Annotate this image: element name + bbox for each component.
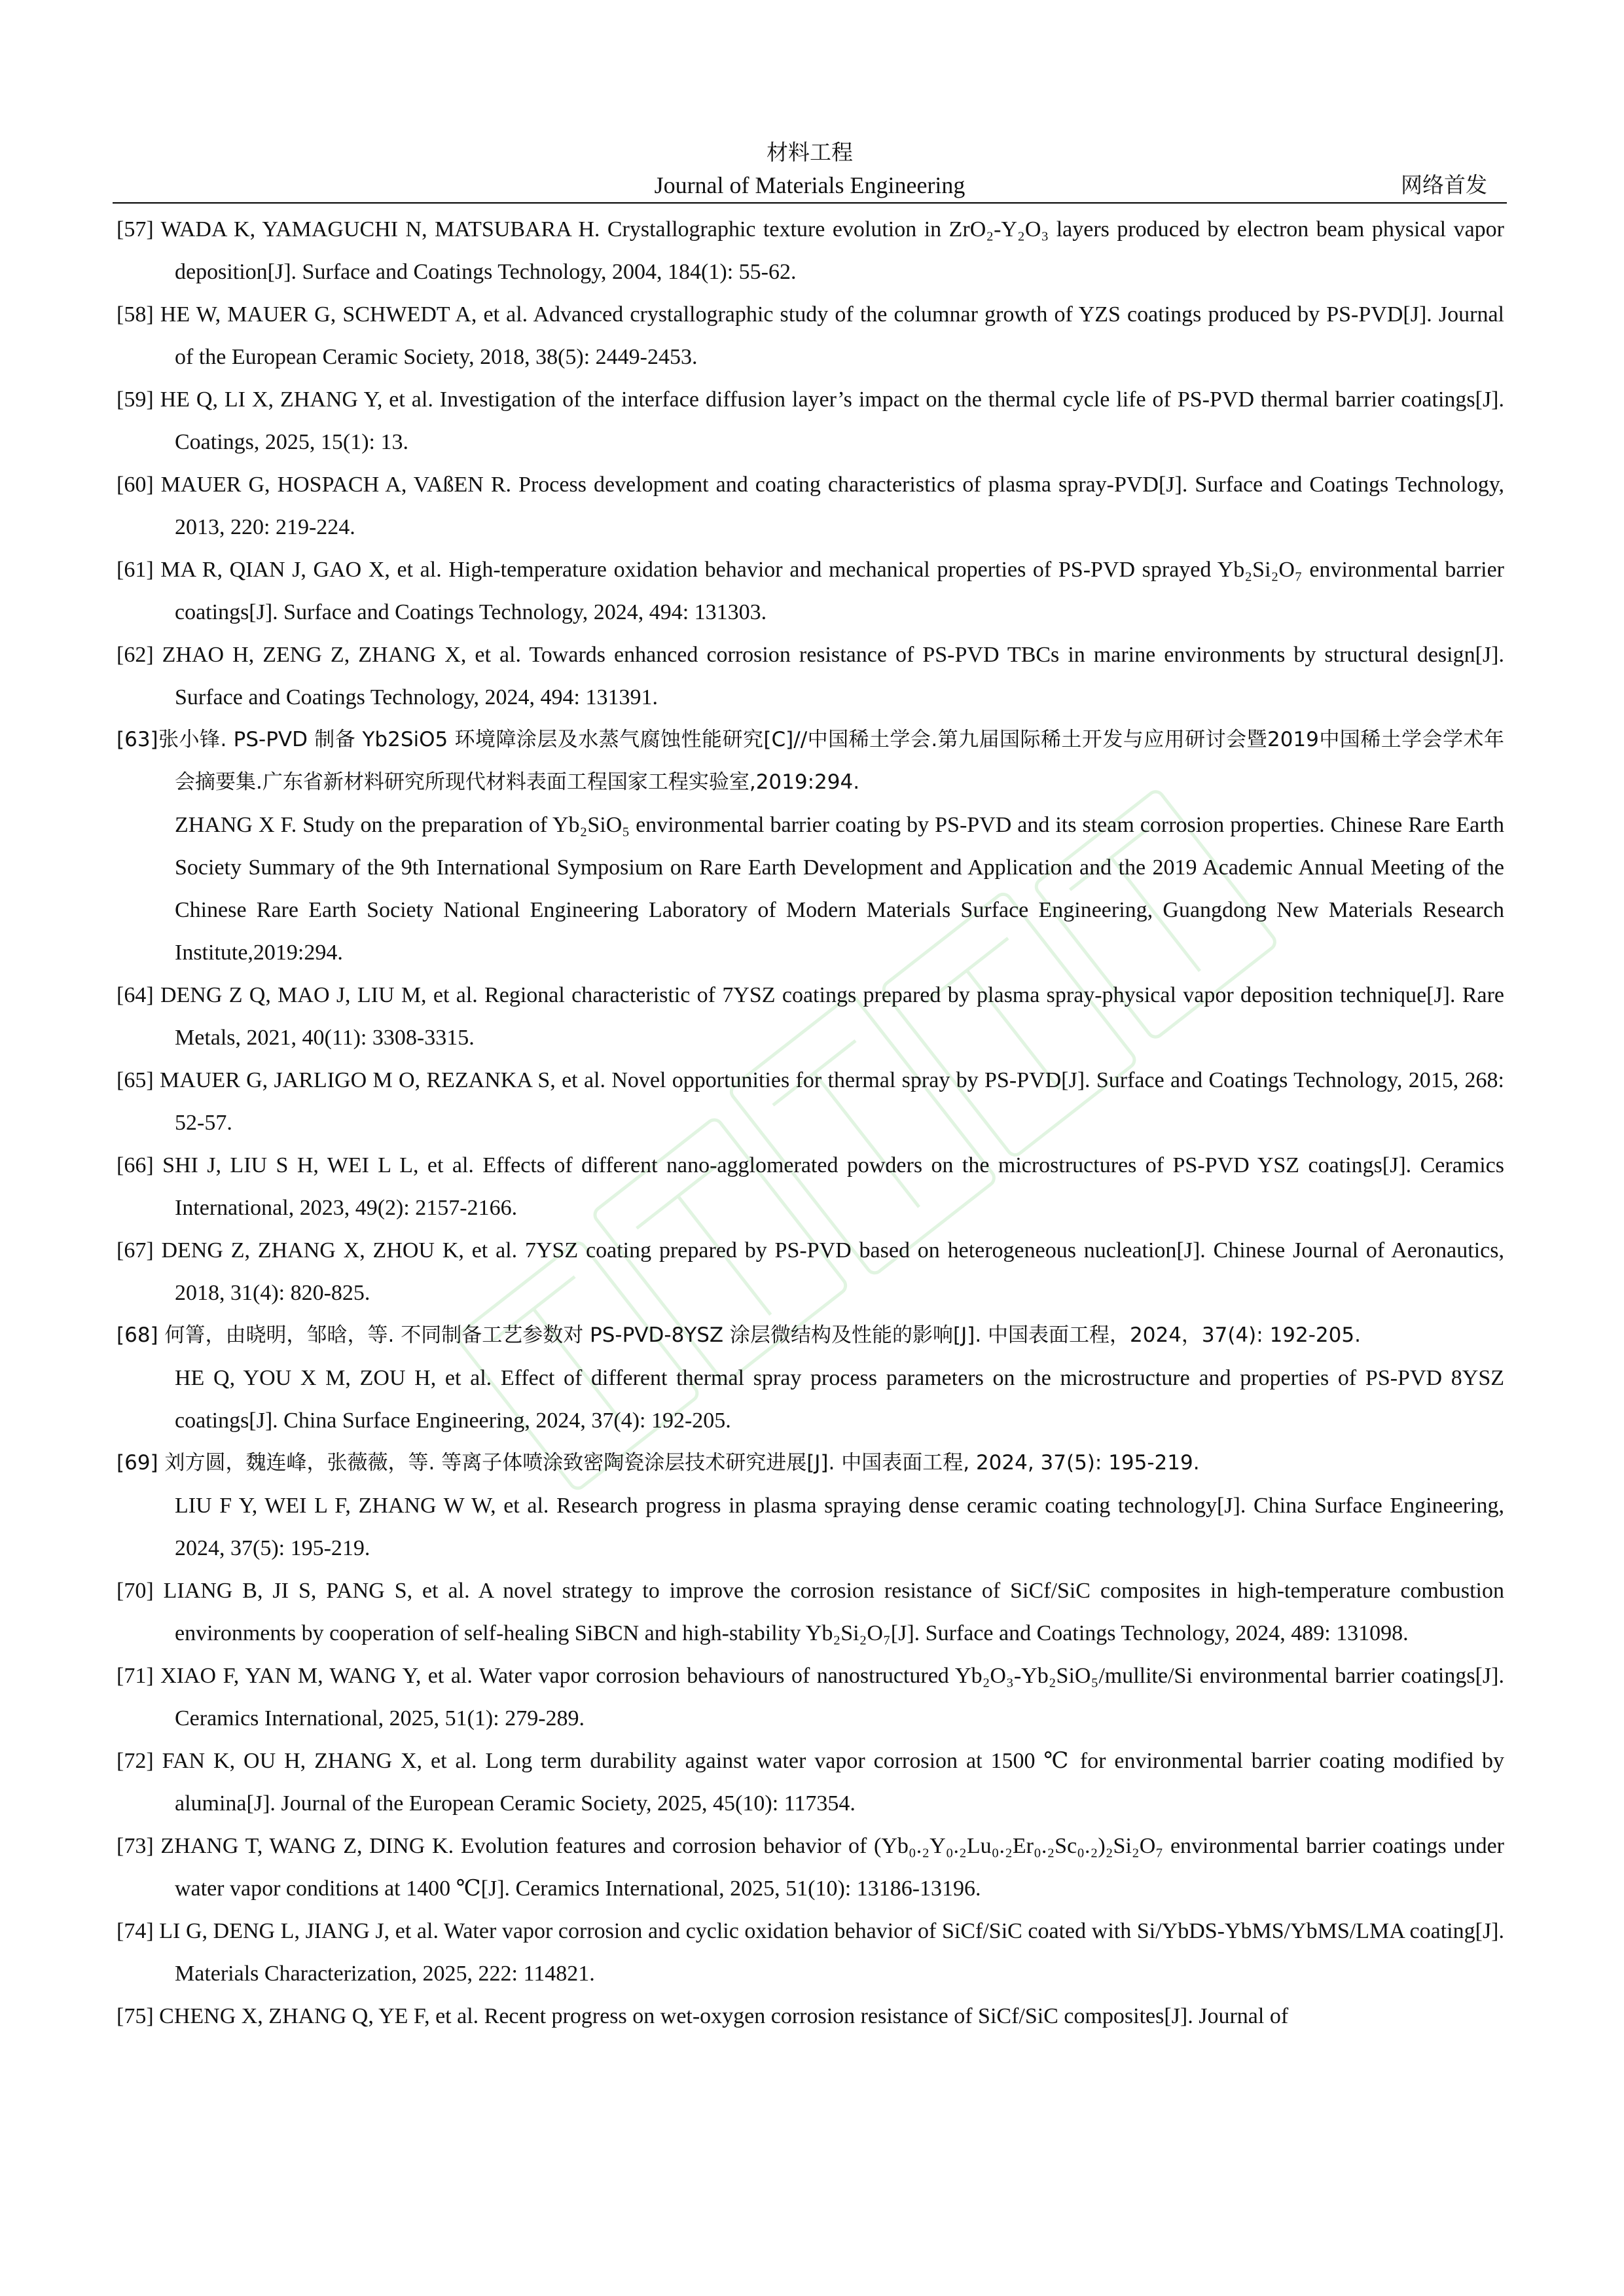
reference-item: [117, 1314, 1504, 1442]
reference-text: [74] LI G, DENG L, JIANG J, et al. Water vapor corrosion and cyclic oxidation behavior of SiCf/SiC coated with Si/YbDS-YbMS/YbMS/LMA coating[J]. Materials Characterization, 2025, 222: 114821.: [117, 1919, 1504, 1986]
reference-item: [117, 1825, 1504, 1910]
reference-item: [117, 1655, 1504, 1740]
reference-item: [117, 463, 1504, 548]
reference-text: [63]张小锋. PS-PVD 制备 Yb2SiO5 环境障涂层及水蒸气腐蚀性能研究[C]//中国稀土学会.第九届国际稀土开发与应用研讨会暨2019中国稀土学会学术年会摘要集.广东省新材料研究所现代材料表面工程国家工程实验室,2019:294.: [117, 728, 1504, 794]
reference-translation: HE Q, YOU X M, ZOU H, et al. Effect of different thermal spray process parameters on the microstructure and properties of PS-PVD 8YSZ coatings[J]. China Surface Engineering, 2024, 37(4): 192-205.: [175, 1366, 1504, 1433]
reference-item: [117, 1910, 1504, 1995]
reference-text: [58] HE W, MAUER G, SCHWEDT A, et al. Advanced crystallographic study of the columnar growth of YZS coatings produced by PS-PVD[J]. Journal of the European Ceramic Society, 2018, 38(5): 2449-2453.: [117, 302, 1504, 369]
reference-text: [59] HE Q, LI X, ZHANG Y, et al. Investigation of the interface diffusion layer’s impact on the thermal cycle life of PS-PVD thermal barrier coatings[J]. Coatings, 2025, 15(1): 13.: [117, 387, 1504, 454]
journal-title-en: Journal of Materials Engineering: [654, 172, 965, 198]
reference-text: [62] ZHAO H, ZENG Z, ZHANG X, et al. Towards enhanced corrosion resistance of PS-PVD TBCs in marine environments by structural design[J]. Surface and Coatings Technology, 2024, 494: 131391.: [117, 643, 1504, 709]
reference-text: [73] ZHANG T, WANG Z, DING K. Evolution features and corrosion behavior of (Yb₀.₂Y₀.₂Lu₀.₂Er₀.₂Sc₀.₂)₂Si₂O₇ environmental barrier coatings under water vapor conditions at 1400 ℃[J]. Ceramics International, 2025, 51(10): 13186-13196.: [117, 1834, 1504, 1901]
reference-text: [60] MAUER G, HOSPACH A, VAßEN R. Process development and coating characteristics of plasma spray-PVD[J]. Surface and Coatings Technology, 2013, 220: 219-224.: [117, 473, 1504, 539]
reference-item: [117, 719, 1504, 974]
reference-text: [61] MA R, QIAN J, GAO X, et al. High-temperature oxidation behavior and mechanical properties of PS-PVD sprayed Yb₂Si₂O₇ environmental barrier coatings[J]. Surface and Coatings Technology, 2024, 494: 131303.: [117, 558, 1504, 624]
reference-translation: LIU F Y, WEI L F, ZHANG W W, et al. Research progress in plasma spraying dense ceramic coating technology[J]. China Surface Engineering, 2024, 37(5): 195-219.: [175, 1494, 1504, 1560]
reference-item: [117, 1570, 1504, 1655]
reference-text: [70] LIANG B, JI S, PANG S, et al. A novel strategy to improve the corrosion resistance of SiCf/SiC composites in high-temperature combustion environments by cooperation of self-healing SiBCN and high-stability Yb₂Si₂O₇[J]. Surface and Coatings Technology, 2024, 489: 131098.: [117, 1579, 1504, 1645]
reference-text: [67] DENG Z, ZHANG X, ZHOU K, et al. 7YSZ coating prepared by PS-PVD based on heterogeneous nucleation[J]. Chinese Journal of Aeronautics, 2018, 31(4): 820-825.: [117, 1238, 1504, 1305]
reference-text: [72] FAN K, OU H, ZHANG X, et al. Long term durability against water vapor corrosion at 1500 ℃ for environmental barrier coating modified by alumina[J]. Journal of the European Ceramic Society, 2025, 45(10): 117354.: [117, 1749, 1504, 1816]
reference-translation: ZHANG X F. Study on the preparation of Yb₂SiO₅ environmental barrier coating by PS-PVD and its steam corrosion properties. Chinese Rare Earth Society Summary of the 9th International Symposium on Rare Earth Development and Application and the 2019 Academic Annual Meeting of the Chinese Rare Earth Society National Engineering Laboratory of Modern Materials Surface Engineering, Guangdong New Materials Research Institute,2019:294.: [175, 813, 1504, 965]
page-header: [113, 134, 1507, 204]
reference-text: [75] CHENG X, ZHANG Q, YE F, et al. Recent progress on wet-oxygen corrosion resistance of SiCf/SiC composites[J]. Journal of: [117, 2004, 1289, 2028]
reference-item: [117, 293, 1504, 378]
reference-item: [117, 1229, 1504, 1314]
reference-item: [117, 1442, 1504, 1570]
reference-text: [69] 刘方圆，魏连峰，张薇薇，等. 等离子体喷涂致密陶瓷涂层技术研究进展[J]. 中国表面工程, 2024, 37(5): 195-219.: [117, 1451, 1200, 1475]
reference-item: [117, 1995, 1504, 2037]
reference-item: [117, 634, 1504, 719]
journal-title-cn: 材料工程: [767, 139, 853, 165]
reference-text: [65] MAUER G, JARLIGO M O, REZANKA S, et al. Novel opportunities for thermal spray by PS-PVD[J]. Surface and Coatings Technology, 2015, 268: 52-57.: [117, 1068, 1504, 1135]
reference-item: [117, 378, 1504, 463]
reference-text: [68] 何箐，由晓明，邹晗，等. 不同制备工艺参数对 PS-PVD-8YSZ 涂层微结构及性能的影响[J]. 中国表面工程，2024，37(4): 192-205.: [117, 1323, 1361, 1347]
reference-text: [57] WADA K, YAMAGUCHI N, MATSUBARA H. Crystallographic texture evolution in ZrO₂-Y₂O₃ layers produced by electron beam physical vapor deposition[J]. Surface and Coatings Technology, 2004, 184(1): 55-62.: [117, 217, 1504, 284]
reference-text: [71] XIAO F, YAN M, WANG Y, et al. Water vapor corrosion behaviours of nanostructured Yb₂O₃-Yb₂SiO₅/mullite/Si environmental barrier coatings[J]. Ceramics International, 2025, 51(1): 279-289.: [117, 1664, 1504, 1731]
reference-text: [66] SHI J, LIU S H, WEI L L, et al. Effects of different nano-agglomerated powders on the microstructures of PS-PVD YSZ coatings[J]. Ceramics International, 2023, 49(2): 2157-2166.: [117, 1153, 1504, 1220]
reference-item: [117, 548, 1504, 634]
reference-text: [64] DENG Z Q, MAO J, LIU M, et al. Regional characteristic of 7YSZ coatings prepared by plasma spray-physical vapor deposition technique[J]. Rare Metals, 2021, 40(11): 3308-3315.: [117, 983, 1504, 1050]
reference-item: [117, 1740, 1504, 1825]
reference-item: [117, 208, 1504, 293]
online-first-label: 网络首发: [1401, 172, 1487, 198]
reference-item: [117, 1144, 1504, 1229]
reference-list: [117, 208, 1504, 2224]
reference-item: [117, 974, 1504, 1059]
reference-item: [117, 1059, 1504, 1144]
